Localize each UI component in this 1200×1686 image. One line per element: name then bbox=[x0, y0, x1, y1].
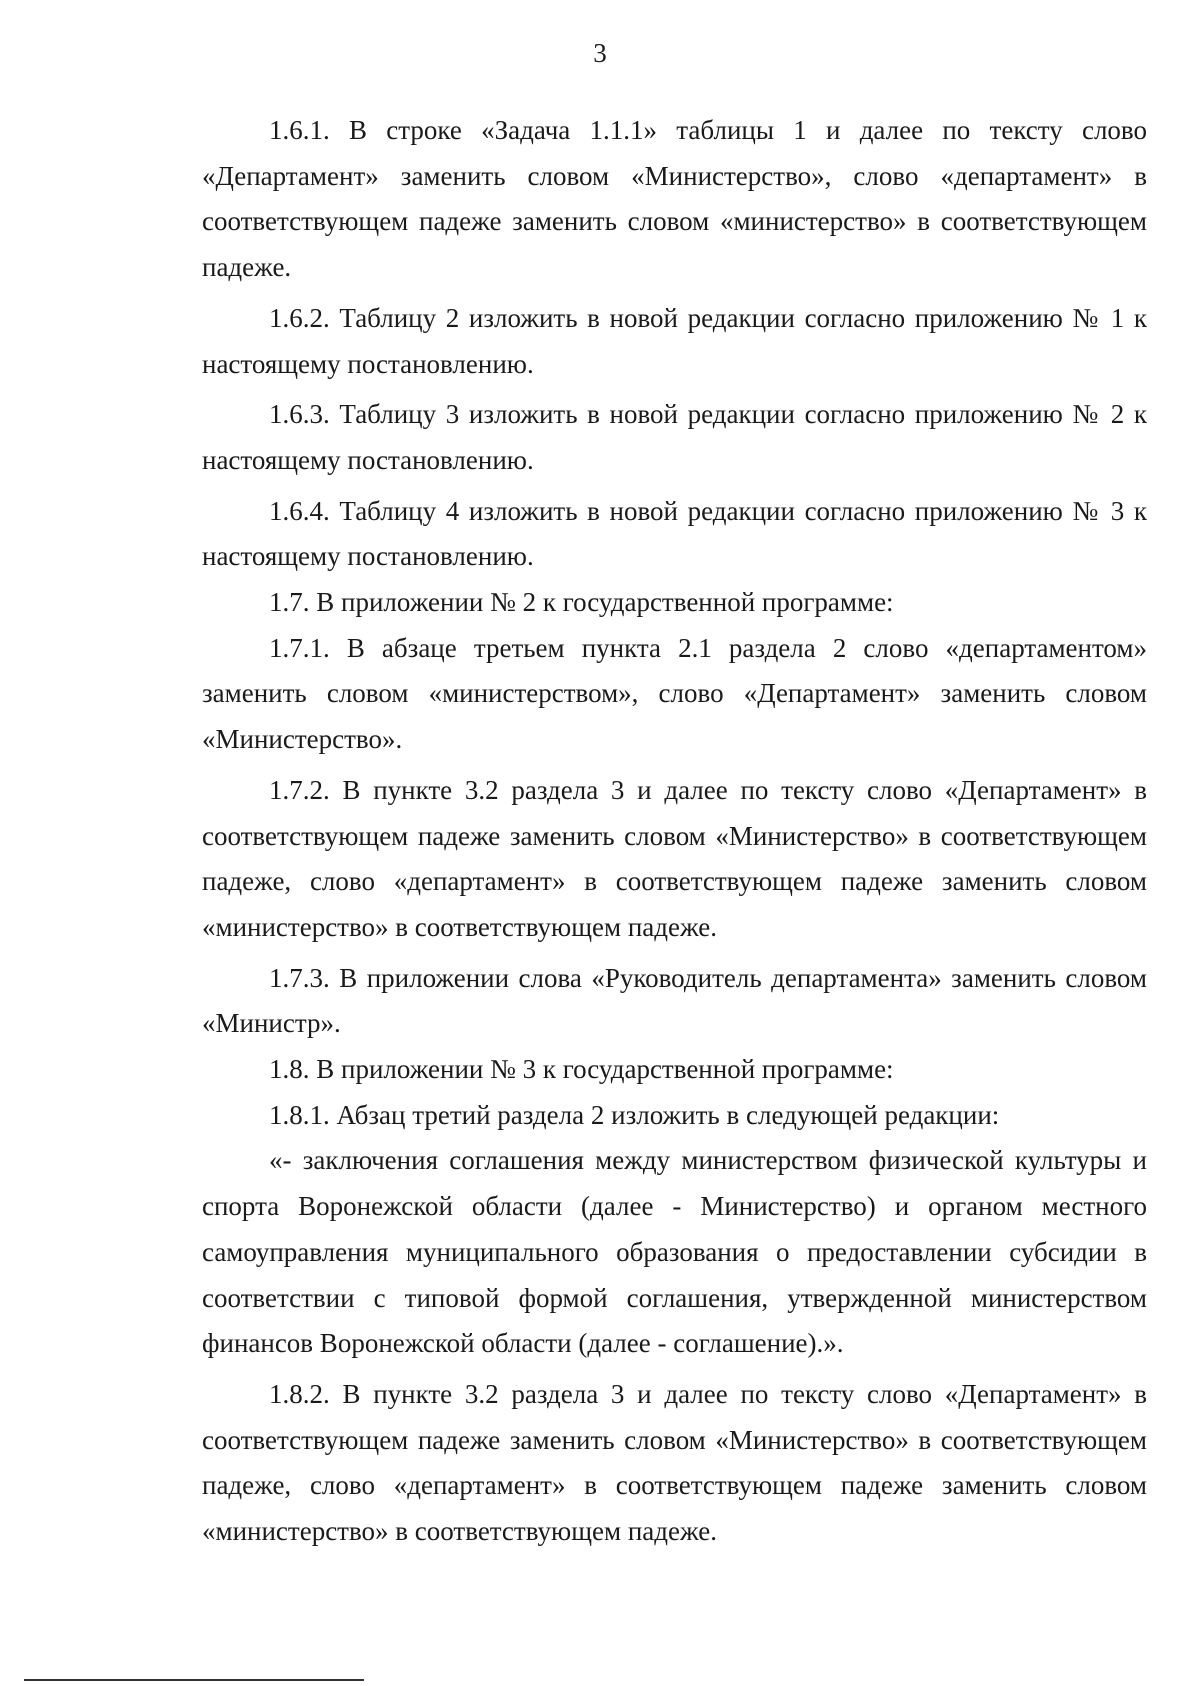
paragraph-1-6-4: 1.6.4. Таблицу 4 изложить в новой редакции согласно приложению № 3 к настоящему постановлению. bbox=[202, 495, 1147, 572]
paragraph-1-7-3: 1.7.3. В приложении слова «Руководитель департамента» заменить словом «Министр». bbox=[202, 962, 1147, 1039]
paragraph-1-6-2: 1.6.2. Таблицу 2 изложить в новой редакции согласно приложению № 1 к настоящему постановлению. bbox=[202, 302, 1147, 379]
document-body bbox=[202, 108, 1147, 1555]
paragraph-1-7: 1.7. В приложении № 2 к государственной программе: bbox=[269, 587, 894, 618]
paragraph-1-7-1: 1.7.1. В абзаце третьем пункта 2.1 раздела 2 слово «департаментом» заменить словом «министерством», слово «Департамент» заменить словом «Министерство». bbox=[202, 632, 1147, 755]
paragraph-1-6-1: 1.6.1. В строке «Задача 1.1.1» таблицы 1 и далее по тексту слово «Департамент» заменить словом «Министерство», слово «департамент» в соответствующем падеже заменить словом «министерство» в соответствующем падеже. bbox=[202, 115, 1147, 283]
paragraph-1-7-2: 1.7.2. В пункте 3.2 раздела 3 и далее по тексту слово «Департамент» в соответствующем падеже заменить словом «Министерство» в соответствующем падеже, слово «департамент» в соответствующем падеже заменить словом «министерство» в соответствующем падеже. bbox=[202, 774, 1147, 942]
page-number: 3 bbox=[593, 38, 607, 68]
footer-rule bbox=[24, 1679, 364, 1681]
quoted-paragraph: «- заключения соглашения между министерством физической культуры и спорта Воронежской области (далее - Министерство) и органом местного самоуправления муниципального образования о предоставлении субсидии в соответствии с типовой формой соглашения, утвержденной министерством финансов Воронежской области (далее - соглашение).». bbox=[202, 1145, 1147, 1359]
paragraph-1-8-2: 1.8.2. В пункте 3.2 раздела 3 и далее по тексту слово «Департамент» в соответствующем падеже заменить словом «Министерство» в соответствующем падеже, слово «департамент» в соответствующем падеже заменить словом «министерство» в соответствующем падеже. bbox=[202, 1378, 1147, 1547]
paragraph-1-8-1: 1.8.1. Абзац третий раздела 2 изложить в следующей редакции: bbox=[269, 1099, 1000, 1130]
paragraph-1-6-3: 1.6.3. Таблицу 3 изложить в новой редакции согласно приложению № 2 к настоящему постановлению. bbox=[202, 399, 1147, 475]
paragraph-1-8: 1.8. В приложении № 3 к государственной программе: bbox=[269, 1054, 894, 1085]
